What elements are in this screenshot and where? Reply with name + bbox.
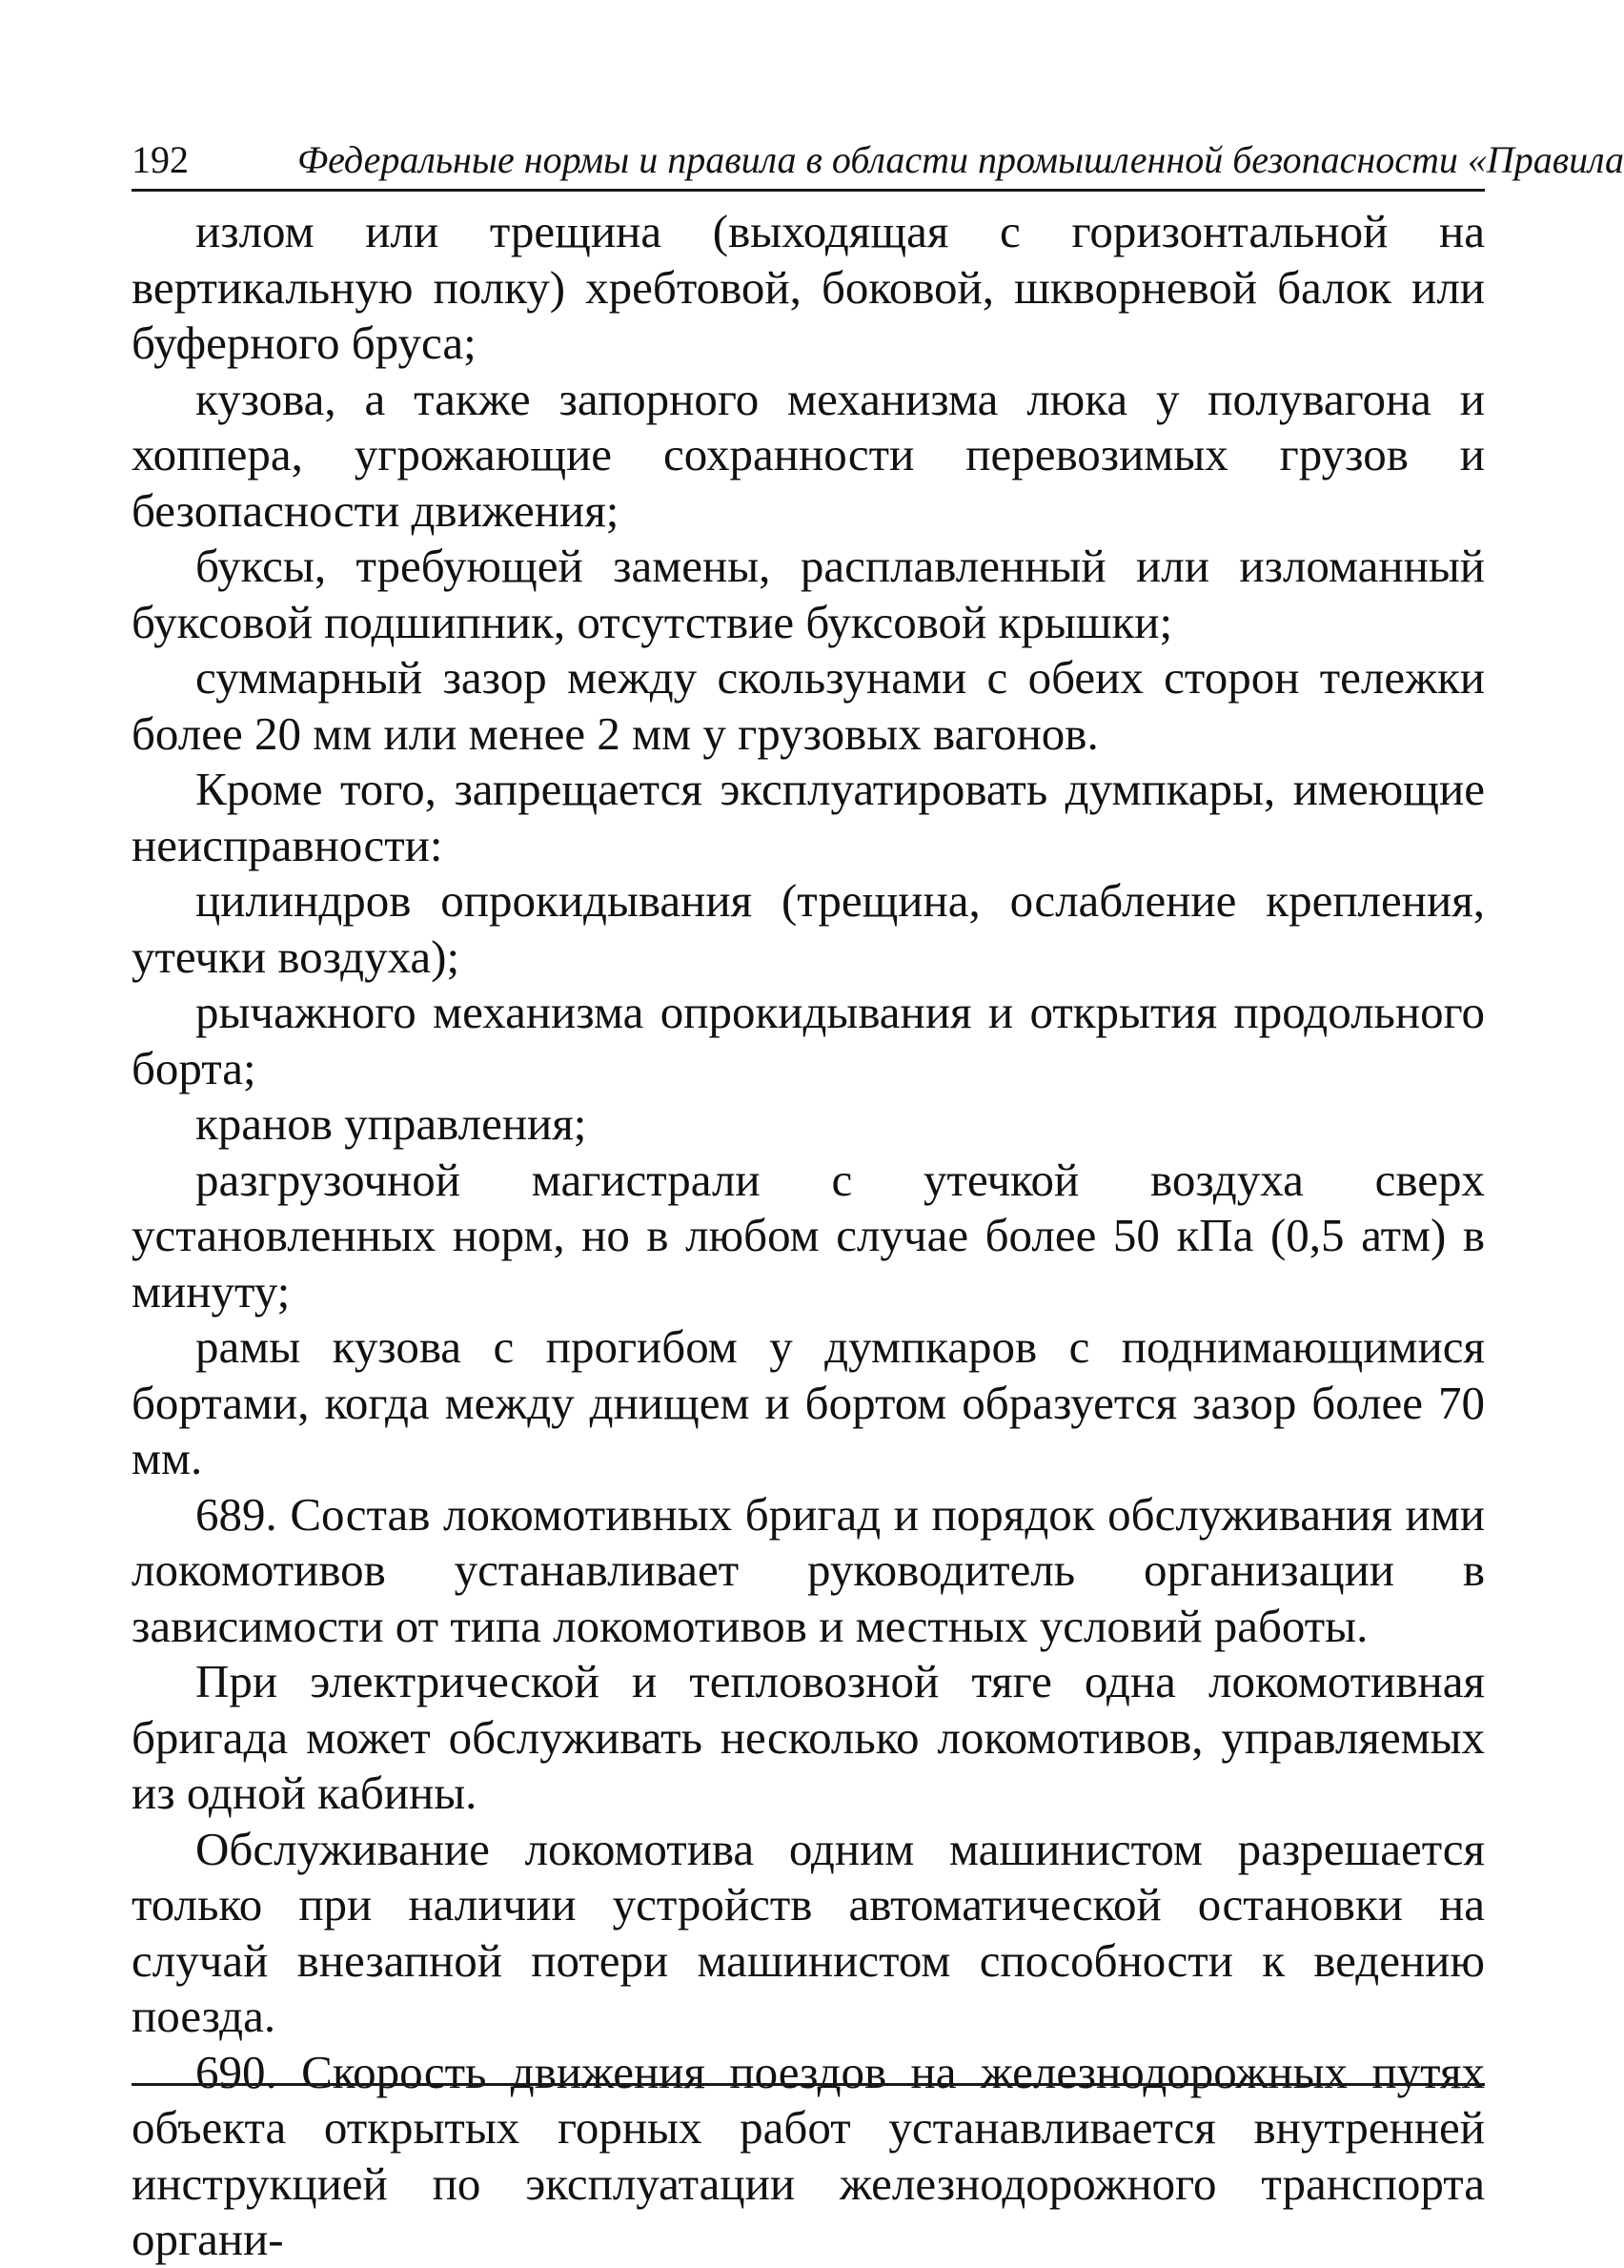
paragraph: рамы кузова с прогибом у думпкаров с поднимающимися бортами, когда между днищем и бортом образуется зазор более 70 мм. (132, 1320, 1485, 1484)
paragraph: При электрической и тепловозной тяге одна локомотивная бригада может обслуживать несколько локомотивов, управляемых из одной кабины. (132, 1655, 1485, 1819)
paragraph: цилиндров опрокидывания (трещина, ослабление крепления, утечки воздуха); (132, 874, 1485, 983)
paragraph-690: 690. Скорость движения поездов на железнодорожных путях объекта открытых горных работ устанавливается внутренней инструкцией по эксплуатации железнодорожного транспорта органи- (132, 2045, 1485, 2265)
bottom-rule (132, 2083, 1485, 2086)
paragraph: рычажного механизма опрокидывания и открытия продольного борта; (132, 986, 1485, 1094)
running-title: Федеральные нормы и правила в области промышленной безопасности «Правила (297, 138, 1624, 181)
running-header (132, 130, 1624, 192)
text-body (132, 204, 1485, 2268)
paragraph: буксы, требующей замены, расплавленный или изломанный буксовой подшипник, отсутствие буксовой крышки; (132, 540, 1485, 648)
paragraph: разгрузочной магистрали с утечкой воздуха сверх установленных норм, но в любом случае более 50 кПа (0,5 атм) в минуту; (132, 1153, 1485, 1318)
paragraph: суммарный зазор между скользунами с обеих сторон тележки более 20 мм или менее 2 мм у грузовых вагонов. (132, 651, 1485, 760)
paragraph: Кроме того, запрещается эксплуатировать думпкары, имеющие неисправности: (132, 763, 1485, 871)
page-number: 192 (132, 138, 189, 181)
paragraph: кузова, а также запорного механизма люка у полувагона и хоппера, угрожающие сохранности перевозимых грузов и безопасности движения; (132, 372, 1485, 537)
paragraph: Обслуживание локомотива одним машинистом разрешается только при наличии устройств автоматической остановки на случай внезапной потери машинистом способности к ведению поезда. (132, 1822, 1485, 2042)
paragraph: кранов управления; (195, 1097, 587, 1150)
paragraph: излом или трещина (выходящая с горизонтальной на вертикальную полку) хребтовой, боковой, шкворневой балок или буферного бруса; (132, 205, 1485, 369)
paragraph-689: 689. Состав локомотивных бригад и порядок обслуживания ими локомотивов устанавливает руководитель организации в зависимости от типа локомотивов и местных условий работы. (132, 1487, 1485, 1652)
